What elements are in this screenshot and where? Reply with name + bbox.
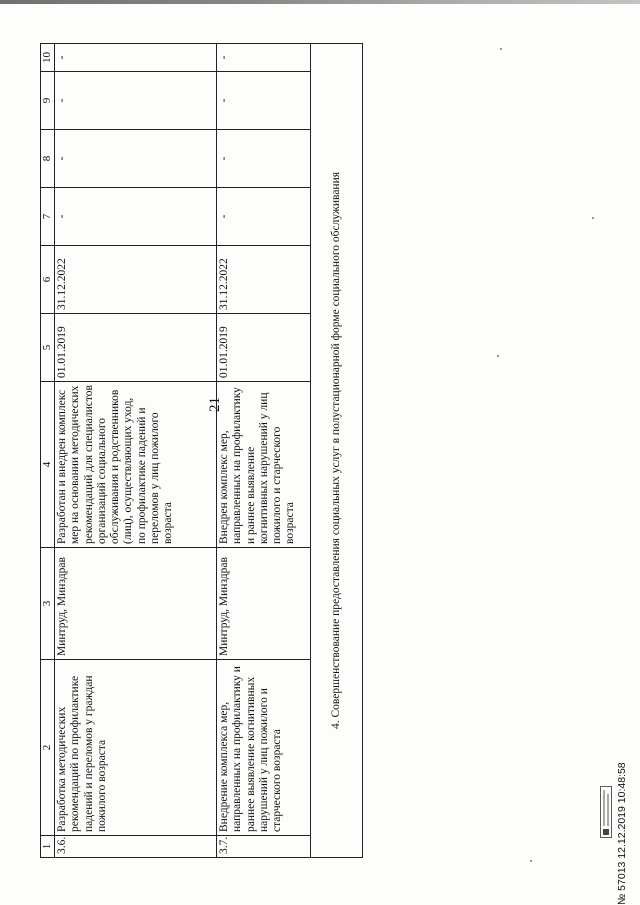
column-7-cell: - (217, 188, 311, 246)
column-8-cell: - (55, 130, 217, 188)
task-cell: Разработка методических рекомендаций по профилактике падений и переломов у граждан пожилого возраста (55, 660, 217, 836)
header-cell-10: 10 (41, 44, 55, 72)
row-number: 3.6. (55, 836, 217, 858)
measures-table (40, 43, 363, 858)
result-cell: Внедрен комплекс мер, направленных на профилактику и раннее выявление когнитивных нарушений у лиц пожилого и старческого возраста (217, 382, 311, 548)
header-cell-6: 6 (41, 246, 55, 314)
column-10-cell: - (55, 44, 217, 72)
header-row (41, 44, 55, 858)
header-cell-7: 7 (41, 188, 55, 246)
end-date-cell: 31.12.2022 (217, 246, 311, 314)
section-heading: 4. Совершенствование предоставления социальных услуг в полустационарной форме социального обслуживания (311, 44, 363, 858)
scan-edge (0, 0, 640, 4)
section-heading-row (311, 44, 363, 858)
column-9-cell: - (55, 72, 217, 130)
end-date-cell: 31.12.2022 (55, 246, 217, 314)
page-number: 21 (207, 397, 223, 412)
header-cell-4: 4 (41, 382, 55, 548)
column-9-cell: - (217, 72, 311, 130)
column-7-cell: - (55, 188, 217, 246)
start-date-cell: 01.01.2019 (217, 314, 311, 382)
result-cell: Разработан и внедрен комплекс мер на основании методических рекомендаций для специалистов организаций социального обслуживания и родственников (лиц), осуществляющих уход, по профилактике падений и переломов у лиц пожилого возраста (55, 382, 217, 548)
registration-signature: № 57013 12.12.2019 10:48:58 (616, 762, 628, 905)
start-date-cell: 01.01.2019 (55, 314, 217, 382)
header-cell-8: 8 (41, 130, 55, 188)
header-cell-5: 5 (41, 314, 55, 382)
task-cell: Внедрение комплекса мер, направленных на профилактику и раннее выявление когнитивных нарушений у лиц пожилого и старческого возраста (217, 660, 311, 836)
scan-speck (497, 355, 499, 357)
column-8-cell: - (217, 130, 311, 188)
scan-speck (530, 860, 532, 862)
row-number: 3.7. (217, 836, 311, 858)
executors-cell: Минтруд, Минздрав (55, 548, 217, 660)
header-cell-3: 3 (41, 548, 55, 660)
scan-speck (500, 48, 502, 50)
rotated-table-container (40, 44, 390, 858)
header-cell-2: 2 (41, 660, 55, 836)
executors-cell: Минтруд, Минздрав (217, 548, 311, 660)
emblem-stamp (600, 786, 612, 838)
header-cell-1: 1 (41, 836, 55, 858)
table-row (217, 44, 311, 858)
table-row (55, 44, 217, 858)
column-10-cell: - (217, 44, 311, 72)
scan-speck (592, 217, 594, 219)
header-cell-9: 9 (41, 72, 55, 130)
